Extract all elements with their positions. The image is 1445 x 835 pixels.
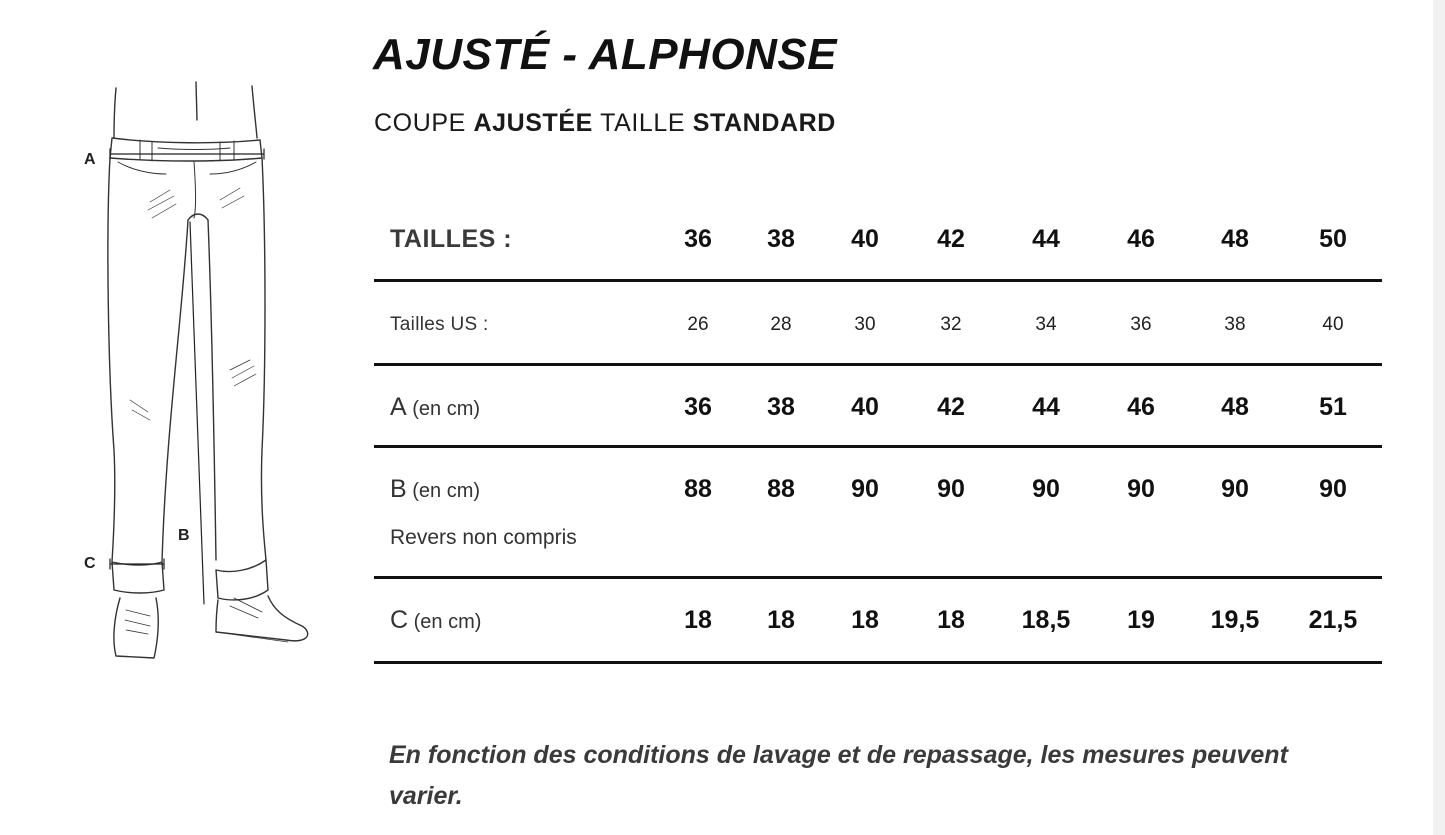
measure-c-cell: 21,5 — [1308, 606, 1358, 634]
measure-line-b — [190, 222, 204, 604]
size-cell: 42 — [937, 225, 965, 253]
measure-b-label — [390, 475, 480, 504]
page-title: AJUSTÉ - ALPHONSE — [373, 30, 838, 79]
measure-c-cell: 18,5 — [1021, 606, 1071, 634]
us-sizes-label: Tailles US : — [390, 314, 489, 335]
measure-a-cell: 42 — [937, 393, 965, 421]
left-leg-outline — [108, 158, 115, 562]
measure-b-cell: 90 — [1319, 475, 1347, 503]
size-cell: 38 — [767, 225, 795, 253]
torso-outline — [114, 88, 116, 138]
measure-a-cell: 40 — [851, 393, 879, 421]
measure-c-cell: 18 — [684, 606, 712, 634]
us-size-cell: 26 — [687, 314, 709, 335]
measure-b-cell: 88 — [684, 475, 712, 503]
measure-c-label — [390, 606, 481, 635]
us-size-cell: 28 — [770, 314, 792, 335]
label-b: B — [178, 527, 190, 544]
left-shoe — [114, 598, 158, 658]
table-row-a — [374, 366, 1382, 448]
us-size-cell: 40 — [1322, 314, 1344, 335]
page-scrollbar-edge — [1433, 0, 1445, 835]
table-row-c — [374, 579, 1382, 664]
measure-b-cell: 90 — [1221, 475, 1249, 503]
table-row-b — [374, 448, 1382, 579]
measure-c-cell: 19 — [1127, 606, 1155, 634]
measure-b-cell: 88 — [767, 475, 795, 503]
us-size-cell: 30 — [854, 314, 876, 335]
fit-subtitle — [374, 109, 836, 138]
us-size-cell: 32 — [940, 314, 962, 335]
size-cell: 40 — [851, 225, 879, 253]
size-table — [374, 200, 1382, 664]
subtitle-fit: AJUSTÉE — [473, 109, 593, 137]
subtitle-prefix: COUPE — [374, 109, 474, 137]
subtitle-size: STANDARD — [692, 109, 836, 137]
subtitle-middle: TAILLE — [592, 109, 693, 137]
measure-a-cell: 36 — [684, 393, 712, 421]
table-row-us-sizes — [374, 282, 1382, 366]
measure-b-letter: B — [390, 475, 407, 503]
label-c: C — [84, 555, 96, 572]
size-cell: 46 — [1127, 225, 1155, 253]
measure-c-cell: 19,5 — [1210, 606, 1260, 634]
right-leg-outline — [261, 158, 266, 560]
measure-b-cell: 90 — [937, 475, 965, 503]
size-cell: 36 — [684, 225, 712, 253]
measure-b-note: Revers non compris — [390, 526, 577, 549]
us-size-cell: 38 — [1224, 314, 1246, 335]
table-row-sizes — [374, 200, 1382, 282]
measure-a-cell: 51 — [1319, 393, 1347, 421]
measure-a-unit: (en cm) — [406, 398, 481, 420]
us-size-cell: 34 — [1035, 314, 1057, 335]
measure-c-unit: (en cm) — [408, 611, 482, 633]
sizes-label: TAILLES : — [390, 225, 513, 253]
measure-b-unit: (en cm) — [406, 480, 481, 502]
measure-a-cell: 38 — [767, 393, 795, 421]
measure-b-cell: 90 — [1032, 475, 1060, 503]
label-a: A — [84, 151, 96, 168]
measure-a-cell: 46 — [1127, 393, 1155, 421]
measure-b-cell: 90 — [851, 475, 879, 503]
measure-a-letter: A — [390, 393, 407, 421]
measure-a-cell: 44 — [1032, 393, 1060, 421]
us-size-cell: 36 — [1130, 314, 1152, 335]
measure-c-letter: C — [390, 606, 409, 634]
size-cell: 48 — [1221, 225, 1249, 253]
measure-a-cell: 48 — [1221, 393, 1249, 421]
measure-c-cell: 18 — [937, 606, 965, 634]
measure-b-cell: 90 — [1127, 475, 1155, 503]
measure-c-cell: 18 — [767, 606, 795, 634]
measure-c-cell: 18 — [851, 606, 879, 634]
measure-a-label — [390, 393, 480, 422]
jeans-measurement-illustration — [70, 70, 340, 670]
size-cell: 50 — [1319, 225, 1347, 253]
size-cell: 44 — [1032, 225, 1060, 253]
washing-disclaimer: En fonction des conditions de lavage et de repassage, les mesures peuvent varier. — [389, 741, 1288, 810]
